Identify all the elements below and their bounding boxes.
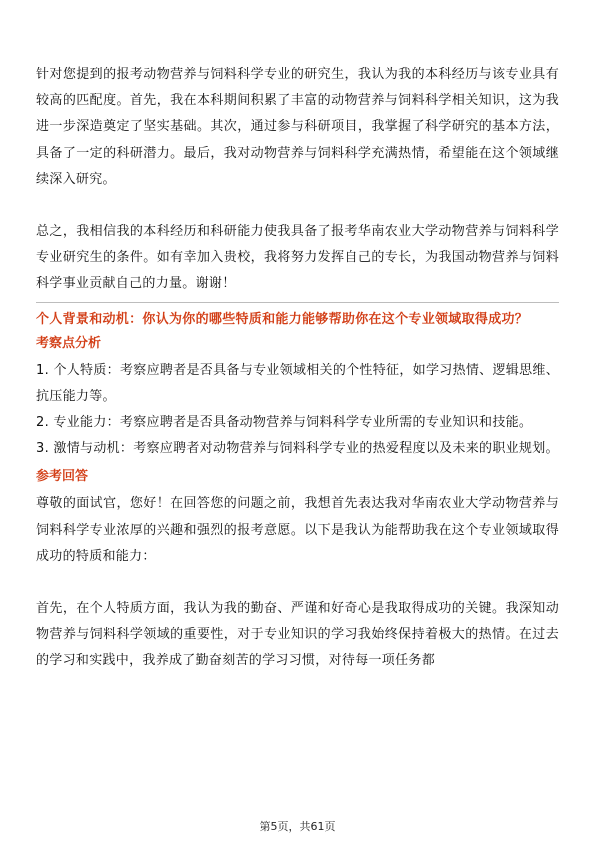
- intro-paragraph-2: 总之，我相信我的本科经历和科研能力使我具备了报考华南农业大学动物营养与饲料科学专业研究生的条件。如有幸加入贵校，我将努力发挥自己的专长，为我国动物营养与饲料科学事业贡献自己的力量。谢谢！: [36, 224, 559, 292]
- intro-paragraph-1: 针对您提到的报考动物营养与饲料科学专业的研究生，我认为我的本科经历与该专业具有较高的匹配度。首先，我在本科期间积累了丰富的动物营养与饲料科学相关知识，这为我进一步深造奠定了坚实基础。其次，通过参与科研项目，我掌握了科学研究的基本方法，具备了一定的科研潜力。最后，我对动物营养与饲料科学充满热情，希望能在这个领域继续深入研究。: [36, 67, 559, 187]
- page-footer: 第5页，共61页: [259, 820, 336, 833]
- analysis-item-2: 2. 专业能力：考察应聘者是否具备动物营养与饲料科学专业所需的专业知识和技能。: [36, 415, 533, 431]
- answer-paragraph-2: 首先，在个人特质方面，我认为我的勤奋、严谨和好奇心是我取得成功的关键。我深知动物营养与饲料科学领域的重要性，对于专业知识的学习我始终保持着极大的热情。在过去的学习和实践中，我养成了勤奋刻苦的学习习惯，对待每一项任务都: [36, 601, 559, 669]
- answer-title: 参考回答: [36, 469, 89, 485]
- answer-paragraph-1: 尊敬的面试官，您好！在回答您的问题之前，我想首先表达我对华南农业大学动物营养与饲料科学专业浓厚的兴趣和强烈的报考意愿。以下是我认为能帮助我在这个专业领域取得成功的特质和能力：: [36, 496, 559, 564]
- paragraph-gap: [36, 570, 559, 596]
- analysis-title: 考察点分析: [36, 335, 102, 351]
- page-content: [36, 62, 559, 675]
- paragraph-gap: [36, 193, 559, 219]
- analysis-item-3: 3. 激情与动机：考察应聘者对动物营养与饲料科学专业的热爱程度以及未来的职业规划。: [36, 441, 559, 457]
- question-heading: 个人背景和动机：你认为你的哪些特质和能力能够帮助你在这个专业领域取得成功？: [36, 311, 529, 327]
- section-divider: [36, 302, 559, 303]
- analysis-item-1: 1. 个人特质：考察应聘者是否具备与专业领域相关的个性特征，如学习热情、逻辑思维、抗压能力等。: [36, 362, 559, 404]
